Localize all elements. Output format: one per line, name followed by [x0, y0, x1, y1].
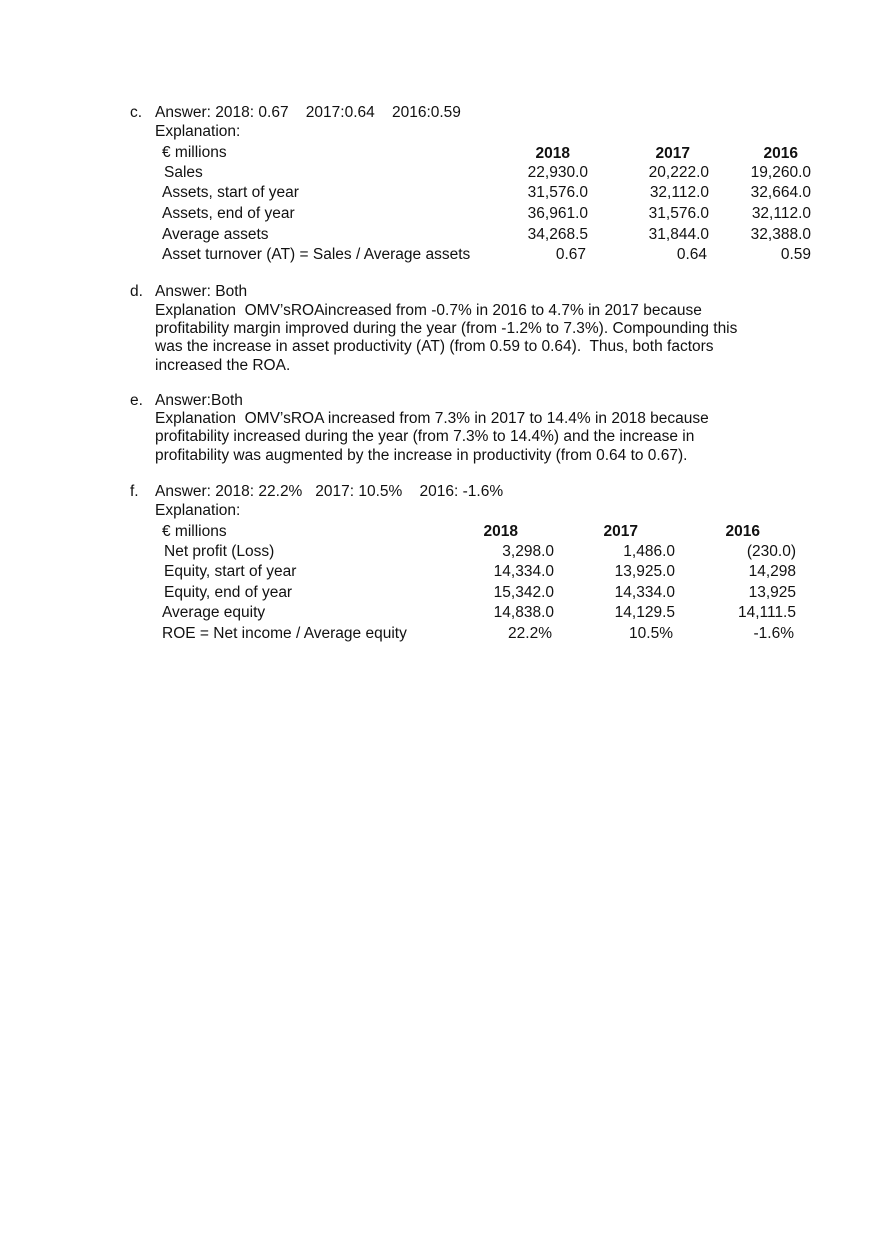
section-f-answer: Answer: 2018: 22.2% 2017: 10.5% 2016: -1.6%: [155, 483, 504, 500]
section-c-answer: Answer: 2018: 0.67 2017:0.64 2016:0.59: [155, 104, 461, 121]
section-e-answer: Answer:Both: [155, 392, 243, 409]
table-cell: 22.2%: [508, 625, 552, 642]
section-e-letter: e.: [130, 392, 143, 409]
table-cell: 20,222.0: [648, 164, 709, 181]
table-row-label: Equity, start of year: [164, 563, 297, 580]
section-d-answer: Answer: Both: [155, 283, 248, 300]
table-cell: 22,930.0: [527, 164, 588, 181]
table-cell: 3,298.0: [502, 543, 554, 560]
table-row-label: Average assets: [162, 226, 269, 243]
section-d-text-line: Explanation OMV’sROAincreased from -0.7% in 2016 to 4.7% in 2017 because: [155, 302, 702, 319]
table-cell: 14,111.5: [737, 604, 796, 621]
table-cell: 13,925: [748, 584, 796, 601]
section-d-text-line: was the increase in asset productivity (AT) (from 0.59 to 0.64). Thus, both factors: [155, 338, 714, 355]
table-cell: 0.64: [676, 246, 707, 263]
table-cell: 0.67: [555, 246, 586, 263]
table-cell: 1,486.0: [623, 543, 675, 560]
table-row-label: Equity, end of year: [164, 584, 293, 601]
table-cell: 32,388.0: [750, 226, 811, 243]
section-c-letter: c.: [130, 104, 143, 121]
table-cell: 15,342.0: [493, 584, 554, 601]
table-header-year: 2018: [483, 523, 518, 540]
table-cell: 0.59: [780, 246, 811, 263]
table-header-year: 2017: [655, 145, 690, 162]
section-d-letter: d.: [130, 283, 143, 300]
section-f-letter: f.: [130, 483, 139, 500]
table-row-label: Sales: [164, 164, 203, 181]
table-row-label: Net profit (Loss): [164, 543, 275, 560]
table-cell: 31,576.0: [527, 184, 588, 201]
table-cell: 14,334.0: [614, 584, 675, 601]
table-cell: 31,844.0: [648, 226, 709, 243]
table-cell: 31,576.0: [648, 205, 709, 222]
table-unit: € millions: [162, 523, 227, 540]
table-cell: 19,260.0: [750, 164, 811, 181]
section-e-text-line: Explanation OMV’sROA increased from 7.3% in 2017 to 14.4% in 2018 because: [155, 410, 709, 427]
table-row-label: Assets, start of year: [162, 184, 299, 201]
table-header-year: 2016: [763, 145, 798, 162]
section-d-text-line: profitability margin improved during the year (from -1.2% to 7.3%). Compounding this: [155, 320, 738, 337]
table-cell: 14,298: [748, 563, 796, 580]
section-d-text-line: increased the ROA.: [155, 357, 291, 374]
table-cell: 10.5%: [629, 625, 673, 642]
table-cell: 34,268.5: [527, 226, 588, 243]
table-unit: € millions: [162, 144, 227, 161]
section-e-text-line: profitability was augmented by the increase in productivity (from 0.64 to 0.67).: [155, 447, 688, 464]
section-e-text-line: profitability increased during the year (from 7.3% to 14.4%) and the increase in: [155, 428, 695, 445]
table-header-year: 2018: [535, 145, 570, 162]
table-cell: 14,838.0: [493, 604, 554, 621]
table-cell: 13,925.0: [614, 563, 675, 580]
table-row-label: Assets, end of year: [162, 205, 295, 222]
section-c-explanation-label: Explanation:: [155, 123, 241, 140]
table-cell: 14,334.0: [493, 563, 554, 580]
table-cell: 36,961.0: [527, 205, 588, 222]
table-header-year: 2016: [725, 523, 760, 540]
table-cell: -1.6%: [753, 625, 794, 642]
table-cell: 32,112.0: [649, 184, 709, 201]
table-header-year: 2017: [603, 523, 638, 540]
table-cell: (230.0): [746, 543, 796, 560]
table-row-label: Asset turnover (AT) = Sales / Average assets: [162, 246, 471, 263]
table-row-label: ROE = Net income / Average equity: [162, 625, 407, 642]
table-cell: 32,664.0: [750, 184, 811, 201]
table-cell: 32,112.0: [751, 205, 811, 222]
table-row-label: Average equity: [162, 604, 266, 621]
section-f-explanation-label: Explanation:: [155, 502, 241, 519]
table-cell: 14,129.5: [614, 604, 675, 621]
